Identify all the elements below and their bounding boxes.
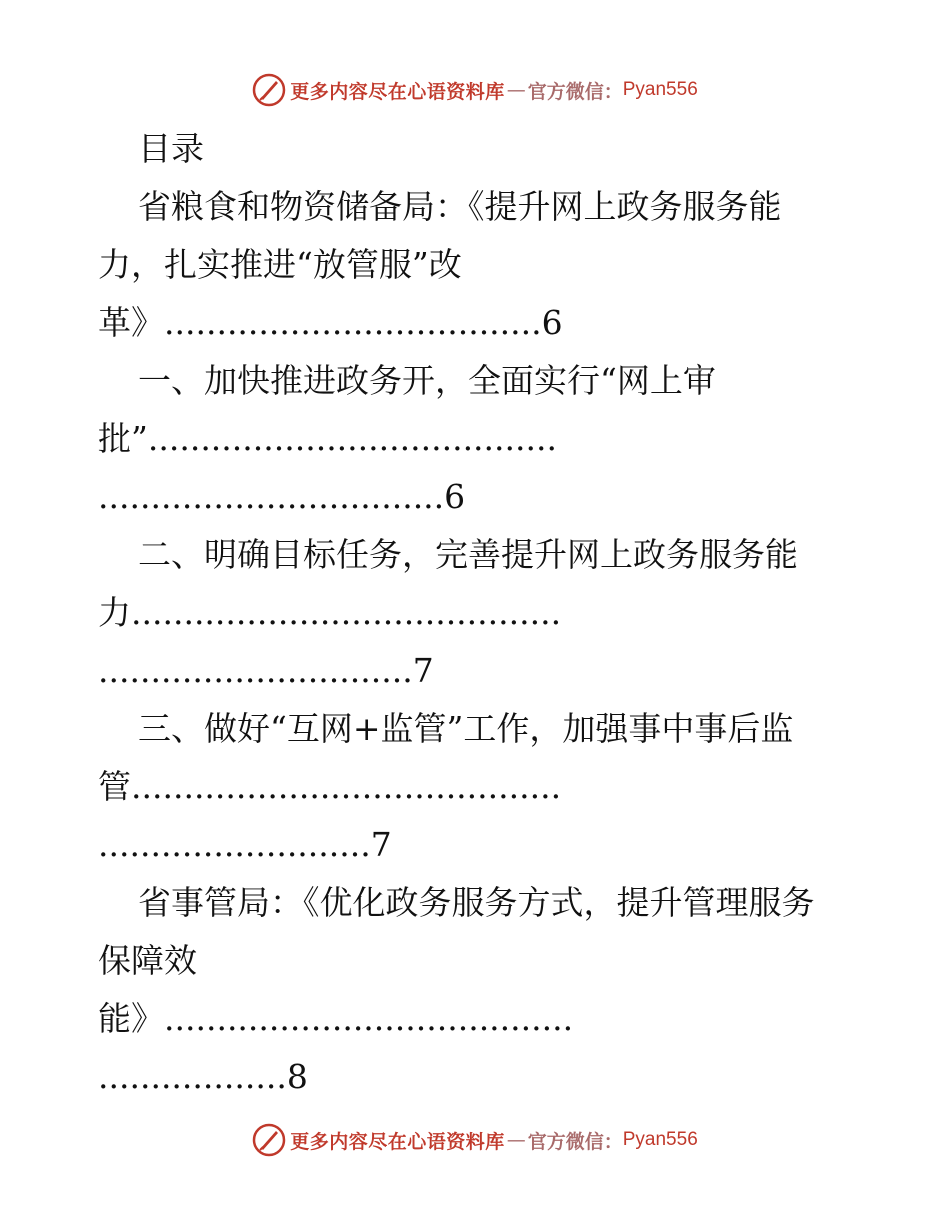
toc-entry-line: 力......................................... <box>98 593 562 632</box>
toc-entry-line: 二、明确目标任务，完善提升网上政务服务能 <box>138 535 798 574</box>
toc-title: 目录 <box>138 129 204 168</box>
header-watermark <box>0 70 950 110</box>
watermark-wechat-id: Pyan556 <box>622 1129 698 1150</box>
toc-entry-line: 革》....................................6 <box>98 303 563 342</box>
toc-entry-line: ..............................7 <box>98 651 434 690</box>
toc-entry-line: ..........................7 <box>98 825 392 864</box>
toc-entry-line: 能》....................................... <box>98 999 574 1038</box>
watermark-site-text: 更多内容尽在心语资料库 <box>290 1130 505 1153</box>
toc-entry-line: 省事管局：《优化政务服务方式，提升管理服务 <box>138 883 815 922</box>
toc-entry-line: 保障效 <box>98 941 197 980</box>
watermark-label: 官方微信： <box>527 80 623 103</box>
toc-content <box>98 120 843 1106</box>
watermark-separator: — <box>506 1129 526 1151</box>
toc-entry-line: 三、做好“互网+监管”工作，加强事中事后监 <box>138 709 794 748</box>
toc-entry-line: 一、加快推进政务开，全面实行“网上审 <box>138 361 716 400</box>
footer-watermark <box>0 1120 950 1160</box>
watermark-label: 官方微信： <box>527 1130 623 1153</box>
watermark-separator: — <box>506 79 526 101</box>
quill-logo-icon <box>252 73 286 107</box>
quill-logo-icon <box>252 1123 286 1157</box>
toc-entry-line: 批”....................................... <box>98 419 557 458</box>
toc-entry-line: .................................6 <box>98 477 466 516</box>
toc-entry-line: ..................8 <box>98 1057 308 1096</box>
watermark-wechat-id: Pyan556 <box>622 79 698 100</box>
watermark-site-text: 更多内容尽在心语资料库 <box>290 80 505 103</box>
toc-entry-line: 省粮食和物资储备局：《提升网上政务服务能 <box>138 187 782 226</box>
toc-entry-line: 管......................................... <box>98 767 562 806</box>
toc-entry-line: 力，扎实推进“放管服”改 <box>98 245 462 284</box>
